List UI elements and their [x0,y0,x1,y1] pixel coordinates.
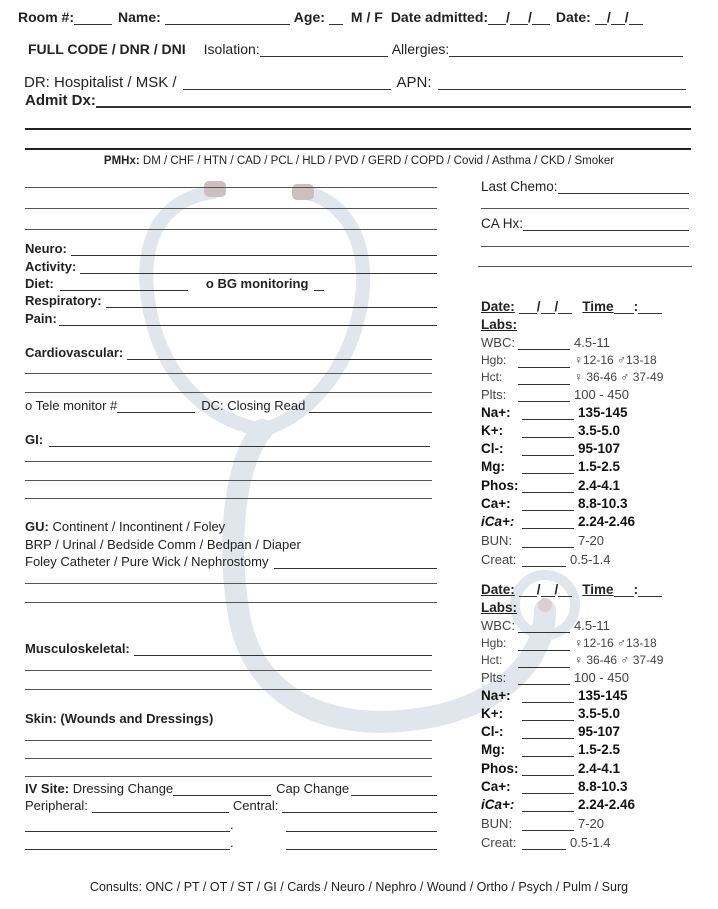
cardiovascular-line[interactable] [25,392,432,393]
tele-monitor-checkbox[interactable]: o Tele monitor # [25,398,118,413]
lab-name: Mg: [481,742,505,757]
lab-reference-range: 7-20 [578,533,605,548]
lab-value-field[interactable] [518,672,570,685]
diet-row [25,276,437,291]
lab-value-field[interactable] [522,516,574,529]
pain-label: Pain: [25,311,57,326]
gu-label: GU: [25,519,49,534]
musculoskeletal-row [25,641,432,656]
central-label: Central: [232,798,279,813]
lab-row [481,533,604,548]
lab-row [481,353,657,368]
lab-row [481,387,629,402]
lab-reference-range: 3.5-5.0 [578,423,621,438]
admit-dx-line-2[interactable] [25,128,691,130]
lab-value-field[interactable] [522,480,574,493]
lab-date-day[interactable] [541,584,555,597]
lab-name: Creat: [481,552,517,567]
lab-time-label: Time [582,582,614,597]
lab-row [481,335,610,350]
gi-label: GI: [25,432,44,447]
lab-row [481,552,610,567]
room-label: Room #: [18,9,74,25]
gu-row-2 [25,537,301,552]
cardiovascular-field[interactable] [127,347,432,360]
lab-value-field[interactable] [522,708,574,721]
lab-reference-range: 0.5-1.4 [570,552,611,567]
sex-options[interactable]: M / F [350,9,383,25]
lab-name: Plts: [481,670,507,685]
lab-value-field[interactable] [522,781,574,794]
lab-date-day[interactable] [541,301,555,314]
dc-closing-read-label: DC: Closing Read [201,398,306,413]
notes-line[interactable] [25,208,437,209]
last-chemo-row [481,179,689,194]
respiratory-field[interactable] [106,295,437,308]
iv-extra-row [25,835,437,850]
lab-time-label: Time [582,299,614,314]
admit-dx-field[interactable] [96,94,691,108]
lab-row [481,478,620,493]
lab-name: iCa+: [481,514,515,529]
earpiece-left-icon [204,181,226,197]
slash: / [527,9,532,25]
skin-label: Skin: (Wounds and Dressings) [25,711,214,726]
ca-hx-label: CA Hx: [481,216,524,231]
gu-elimination-options[interactable]: BRP / Urinal / Bedside Comm / Bedpan / Diaper [25,537,301,552]
cap-change-label: Cap Change [276,781,350,796]
iv-central-line[interactable] [286,819,437,832]
cardiovascular-row [25,345,432,360]
slash: / [536,299,541,314]
lab-time-minute[interactable] [638,301,662,314]
lab-row [481,779,628,794]
lab-reference-range: ♀12-16 ♂13-18 [574,636,657,650]
respiratory-row [25,293,437,308]
lab-name: Hct: [481,370,503,384]
iv-central-line[interactable] [286,837,437,850]
apn-label: APN: [396,74,432,91]
lab-row [481,742,620,757]
lab-reference-range: 100 - 450 [574,670,629,685]
lab-reference-range: 3.5-5.0 [578,706,621,721]
lab-name: Phos: [481,761,519,776]
lab-name: BUN: [481,816,513,831]
lab-reference-range: 100 - 450 [574,387,629,402]
ca-hx-row [481,216,689,231]
lab-time-hour[interactable] [614,301,634,314]
tele-monitor-field[interactable] [117,400,195,413]
lab-value-field[interactable] [522,726,574,739]
slash: / [606,9,611,25]
lab-name: K+: [481,706,504,721]
labs-title: Labs: [481,317,518,332]
slash: / [536,582,541,597]
dr-label: DR: Hospitalist / MSK / [24,74,177,91]
lab-row [481,423,620,438]
header-row-3 [24,75,686,90]
pmhx-options[interactable]: DM / CHF / HTN / CAD / PCL / HLD / PVD / GERD / COPD / Covid / Asthma / CKD / Smoker [142,155,615,167]
iv-extra-row [25,817,437,832]
central-field[interactable] [282,800,437,813]
time-colon: : [633,582,639,597]
gu-line[interactable] [25,583,437,584]
musculoskeletal-field[interactable] [134,643,432,656]
name-field[interactable] [165,12,290,25]
lab-row [481,816,604,831]
lab-value-field[interactable] [522,744,574,757]
gu-options[interactable]: Continent / Incontinent / Foley [52,519,226,534]
lab-value-field[interactable] [522,425,574,438]
lab-name: Hgb: [481,353,507,367]
activity-field[interactable] [80,261,437,274]
lab-name: Ca+: [481,496,511,511]
lab-name: Creat: [481,835,517,850]
lab-name: Hct: [481,653,503,667]
lab-date-year[interactable] [558,301,572,314]
lab-row [481,797,635,812]
date-label: Date: [555,9,591,25]
code-status-options[interactable]: FULL CODE / DNR / DNI [28,41,186,57]
neuro-row [25,241,437,256]
lab-time-hour[interactable] [614,584,634,597]
lab-reference-range: ♀12-16 ♂13-18 [574,353,657,367]
bg-monitoring-checkbox[interactable]: o BG monitoring [205,276,309,291]
lab-datetime-row [481,582,662,597]
gu-row [25,519,225,534]
lab-value-field[interactable] [522,763,574,776]
cap-change-field[interactable] [351,783,437,796]
lab-reference-range: 7-20 [578,816,605,831]
labs-title: Labs: [481,600,518,615]
respiratory-label: Respiratory: [25,293,102,308]
last-chemo-label: Last Chemo: [481,179,558,194]
ca-hx-line[interactable] [481,246,689,247]
lab-date-year[interactable] [558,584,572,597]
lab-name: WBC: [481,618,515,633]
lab-row [481,459,620,474]
lab-row [481,835,610,850]
lab-name: Na+: [481,405,511,420]
slash: / [554,582,559,597]
slash: / [624,9,629,25]
peripheral-label: Peripheral: [25,798,88,813]
gi-line[interactable] [25,461,432,462]
lab-reference-range: 8.8-10.3 [578,779,628,794]
date-month[interactable] [595,12,607,25]
dressing-change-field[interactable] [173,783,271,796]
musculoskeletal-line[interactable] [25,689,432,690]
lab-reference-range: 4.5-11 [574,335,610,350]
lab-name: Mg: [481,459,505,474]
iv-peripheral-line[interactable] [25,837,230,850]
lab-value-field[interactable] [518,620,570,633]
lab-value-field[interactable] [522,498,574,511]
lab-value-field[interactable] [518,355,570,368]
date-admitted-year[interactable] [532,12,550,25]
gi-line[interactable] [25,498,432,499]
lab-row [481,405,628,420]
lab-row [481,761,620,776]
age-field[interactable] [329,12,343,25]
iv-site-row [25,781,437,796]
date-admitted-month[interactable] [488,12,506,25]
cardiovascular-label: Cardiovascular: [25,345,124,360]
lab-reference-range: 95-107 [578,724,621,739]
pmhx-label: PMHx: [103,155,140,167]
neuro-label: Neuro: [25,241,67,256]
lab-datetime-row [481,299,662,314]
lab-reference-range: 95-107 [578,441,621,456]
lab-value-field[interactable] [518,337,570,350]
lab-reference-range: 135-145 [578,688,628,703]
gi-field[interactable] [49,434,430,447]
period: . [230,835,234,850]
last-chemo-field[interactable] [558,181,689,194]
lab-name: K+: [481,423,504,438]
notes-line[interactable] [25,229,437,230]
lab-row [481,724,620,739]
lab-date-month[interactable] [519,301,537,314]
consults-options[interactable]: Consults: ONC / PT / OT / ST / GI / Cards / Neuro / Nephro / Wound / Ortho / Psych / Pulm / Surg [89,880,629,894]
lab-date-month[interactable] [519,584,537,597]
date-admitted-label: Date admitted: [390,9,489,25]
lab-reference-range: 135-145 [578,405,628,420]
chemo-line[interactable] [481,208,689,209]
lab-row [481,441,620,456]
lab-value-field[interactable] [522,535,574,548]
bg-monitoring-field[interactable] [314,278,324,291]
pain-field[interactable] [59,313,437,326]
gi-row [25,432,430,447]
lab-date-label: Date: [481,582,515,597]
lab-reference-range: 4.5-11 [574,618,610,633]
name-label: Name: [118,9,161,25]
pmhx-row [0,155,718,167]
slash: / [506,9,510,25]
lab-name: Plts: [481,387,507,402]
date-year[interactable] [629,12,643,25]
gu-row-3 [25,554,437,569]
lab-row [481,653,663,668]
admit-dx-line-3[interactable] [25,148,691,150]
lab-value-field[interactable] [522,443,574,456]
peripheral-field[interactable] [92,800,229,813]
notes-line[interactable] [25,187,437,188]
age-label: Age: [293,9,325,25]
allergies-label: Allergies: [391,41,450,57]
consults-row [0,880,718,894]
pain-row [25,311,437,326]
lab-name: WBC: [481,335,515,350]
isolation-field[interactable] [260,44,388,57]
lab-value-field[interactable] [518,655,570,668]
lab-reference-range: 2.24-2.46 [578,797,636,812]
dressing-change-label: Dressing Change [72,781,174,796]
skin-line[interactable] [25,740,432,741]
lab-value-field[interactable] [522,690,574,703]
lab-value-field[interactable] [522,799,574,812]
date-admitted-day[interactable] [510,12,528,25]
lab-row [481,688,628,703]
date-day[interactable] [611,12,625,25]
lab-value-field[interactable] [522,818,574,831]
dc-closing-read-field[interactable] [309,400,432,413]
admit-dx-row [25,93,691,108]
skin-line[interactable] [25,776,432,777]
lab-reference-range: 0.5-1.4 [570,835,611,850]
lab-name: Cl-: [481,441,504,456]
lab-time-minute[interactable] [638,584,662,597]
lab-name: Ca+: [481,779,511,794]
lab-name: Na+: [481,688,511,703]
lab-name: Cl-: [481,724,504,739]
lab-row [481,496,628,511]
allergies-field[interactable] [449,44,683,57]
admit-dx-label: Admit Dx: [25,92,96,109]
lab-date-label: Date: [481,299,515,314]
tele-row [25,398,432,413]
lab-reference-range: 2.4-4.1 [578,478,621,493]
lab-value-field[interactable] [518,389,570,402]
lab-name: Hgb: [481,636,507,650]
cardiovascular-line[interactable] [25,373,432,374]
ca-hx-field[interactable] [523,218,689,231]
gu-line[interactable] [25,602,437,603]
lab-value-field[interactable] [522,837,566,850]
header-row-1 [18,10,698,25]
lab-reference-range: 2.24-2.46 [578,514,636,529]
slash: / [554,299,559,314]
diet-field[interactable] [60,278,188,291]
skin-row [25,711,213,726]
musculoskeletal-line[interactable] [25,670,432,671]
time-colon: : [633,299,639,314]
lab-value-field[interactable] [518,638,570,651]
lab-value-field[interactable] [522,554,566,567]
lab-row [481,706,620,721]
lab-row [481,370,663,385]
iv-peripheral-line[interactable] [25,819,230,832]
lab-row [481,636,657,651]
gu-device-options[interactable]: Foley Catheter / Pure Wick / Nephrostomy [25,554,269,569]
isolation-label: Isolation: [203,41,260,57]
activity-row [25,259,437,274]
apn-field[interactable] [438,77,686,90]
iv-location-row [25,798,437,813]
lab-value-field[interactable] [522,461,574,474]
lab-reference-range: ♀ 36-46 ♂ 37-49 [574,653,664,667]
header-row-2 [28,42,683,57]
activity-label: Activity: [25,259,77,274]
lab-name: BUN: [481,533,513,548]
lab-name: Phos: [481,478,519,493]
lab-value-field[interactable] [522,407,574,420]
lab-reference-range: 1.5-2.5 [578,459,621,474]
neuro-field[interactable] [71,243,437,256]
musculoskeletal-label: Musculoskeletal: [25,641,130,656]
ca-hx-line[interactable] [478,266,692,267]
gu-device-field[interactable] [274,556,437,569]
lab-reference-range: 8.8-10.3 [578,496,628,511]
lab-name: iCa+: [481,797,515,812]
gi-line[interactable] [25,480,432,481]
dr-field[interactable] [183,77,391,90]
period: . [230,817,234,832]
lab-row [481,670,629,685]
diet-label: Diet: [25,276,54,291]
lab-reference-range: 1.5-2.5 [578,742,621,757]
lab-row [481,618,610,633]
lab-reference-range: 2.4-4.1 [578,761,621,776]
iv-site-label: IV Site: [25,781,70,796]
lab-row [481,514,635,529]
room-field[interactable] [74,12,112,25]
lab-reference-range: ♀ 36-46 ♂ 37-49 [574,370,664,384]
lab-value-field[interactable] [518,372,570,385]
skin-line[interactable] [25,758,432,759]
